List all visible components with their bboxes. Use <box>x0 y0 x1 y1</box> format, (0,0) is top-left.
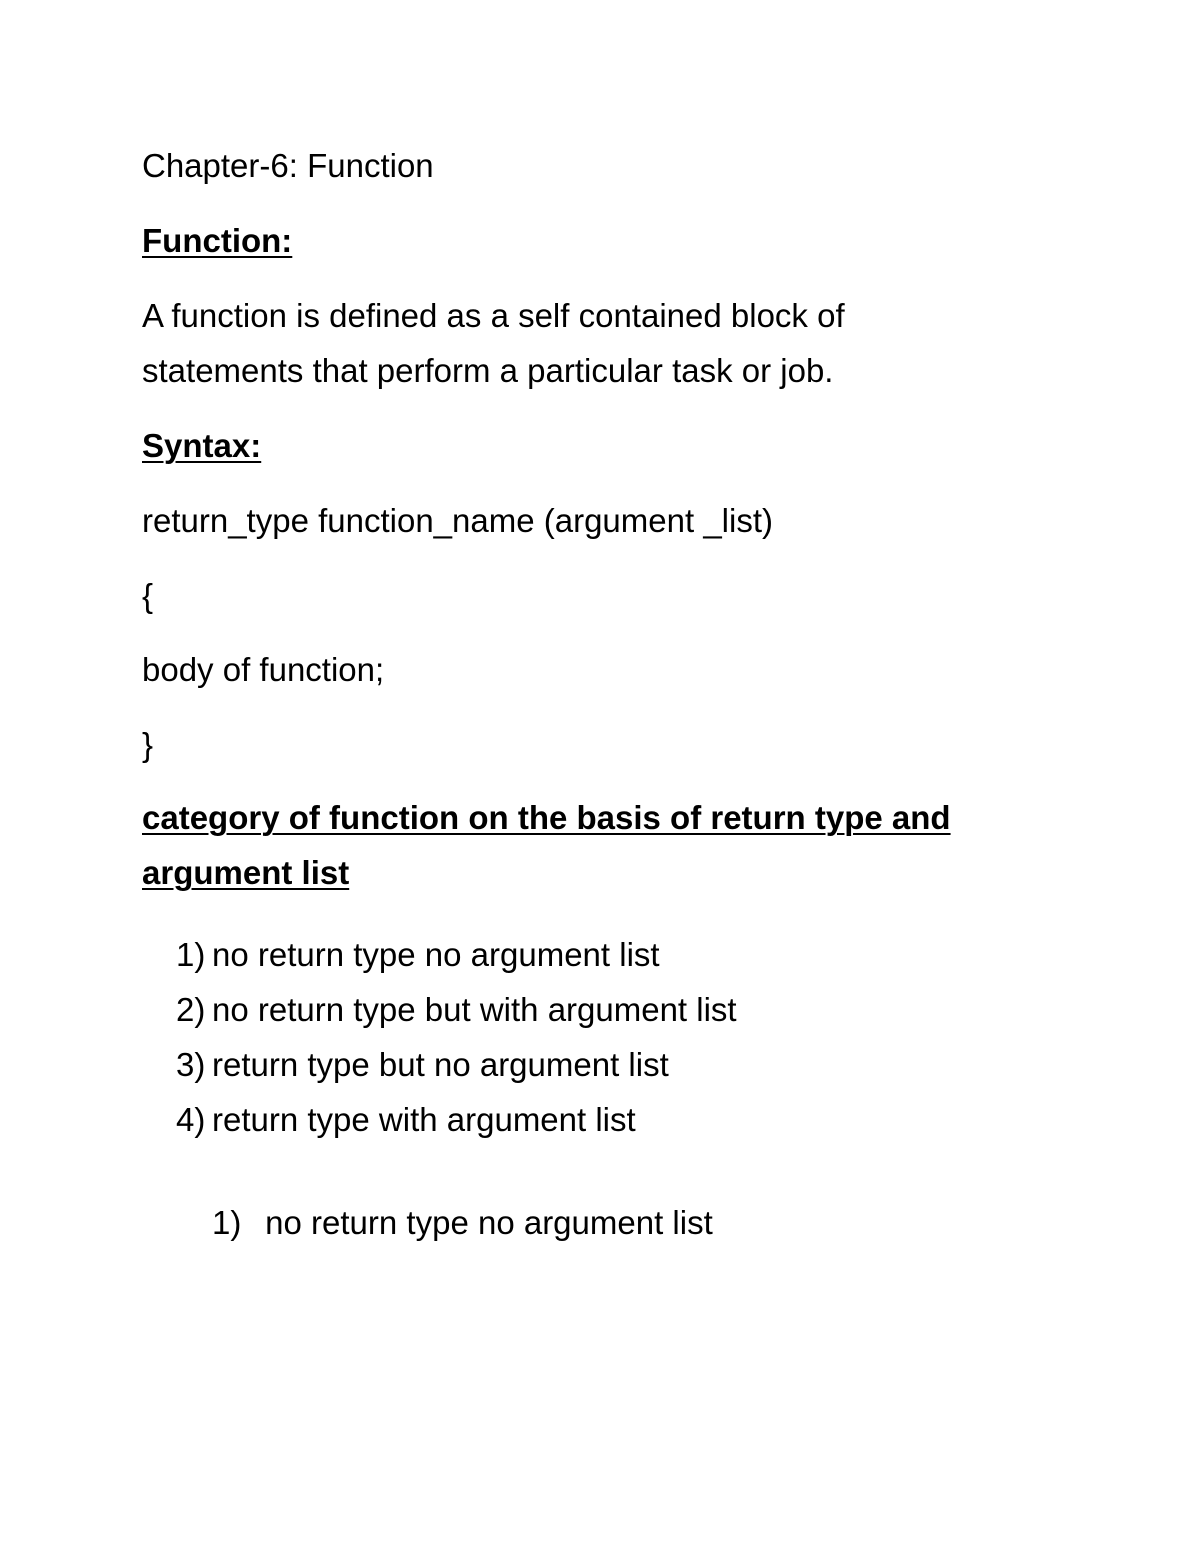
list-item <box>176 927 737 982</box>
subsection-number: 1) <box>212 1204 242 1241</box>
category-heading-line-1: category of function on the basis of return type and <box>142 799 951 836</box>
syntax-heading: Syntax: <box>142 427 262 464</box>
definition-line-1: A function is defined as a self contained block of <box>142 297 845 334</box>
list-item-number: 3) <box>176 1046 206 1083</box>
syntax-close-brace: } <box>142 726 154 763</box>
category-heading-line-2: argument list <box>142 854 350 891</box>
list-item-number: 2) <box>176 991 206 1028</box>
category-list <box>176 927 737 1147</box>
list-item <box>176 982 737 1037</box>
syntax-open-brace: { <box>142 577 154 614</box>
subsection-heading <box>212 1203 713 1243</box>
function-heading: Function: <box>142 222 293 259</box>
list-item <box>176 1092 737 1147</box>
list-item <box>176 1037 737 1092</box>
list-item-number: 4) <box>176 1101 206 1138</box>
list-item-text: no return type no argument list <box>212 936 660 973</box>
syntax-signature: return_type function_name (argument _list) <box>142 502 773 539</box>
subsection-text: no return type no argument list <box>265 1204 713 1241</box>
definition-line-2: statements that perform a particular task or job. <box>142 352 834 389</box>
chapter-title: Chapter-6: Function <box>142 147 434 184</box>
list-item-text: return type but no argument list <box>212 1046 669 1083</box>
list-item-text: no return type but with argument list <box>212 991 737 1028</box>
syntax-body: body of function; <box>142 651 385 688</box>
list-item-text: return type with argument list <box>212 1101 636 1138</box>
list-item-number: 1) <box>176 936 206 973</box>
